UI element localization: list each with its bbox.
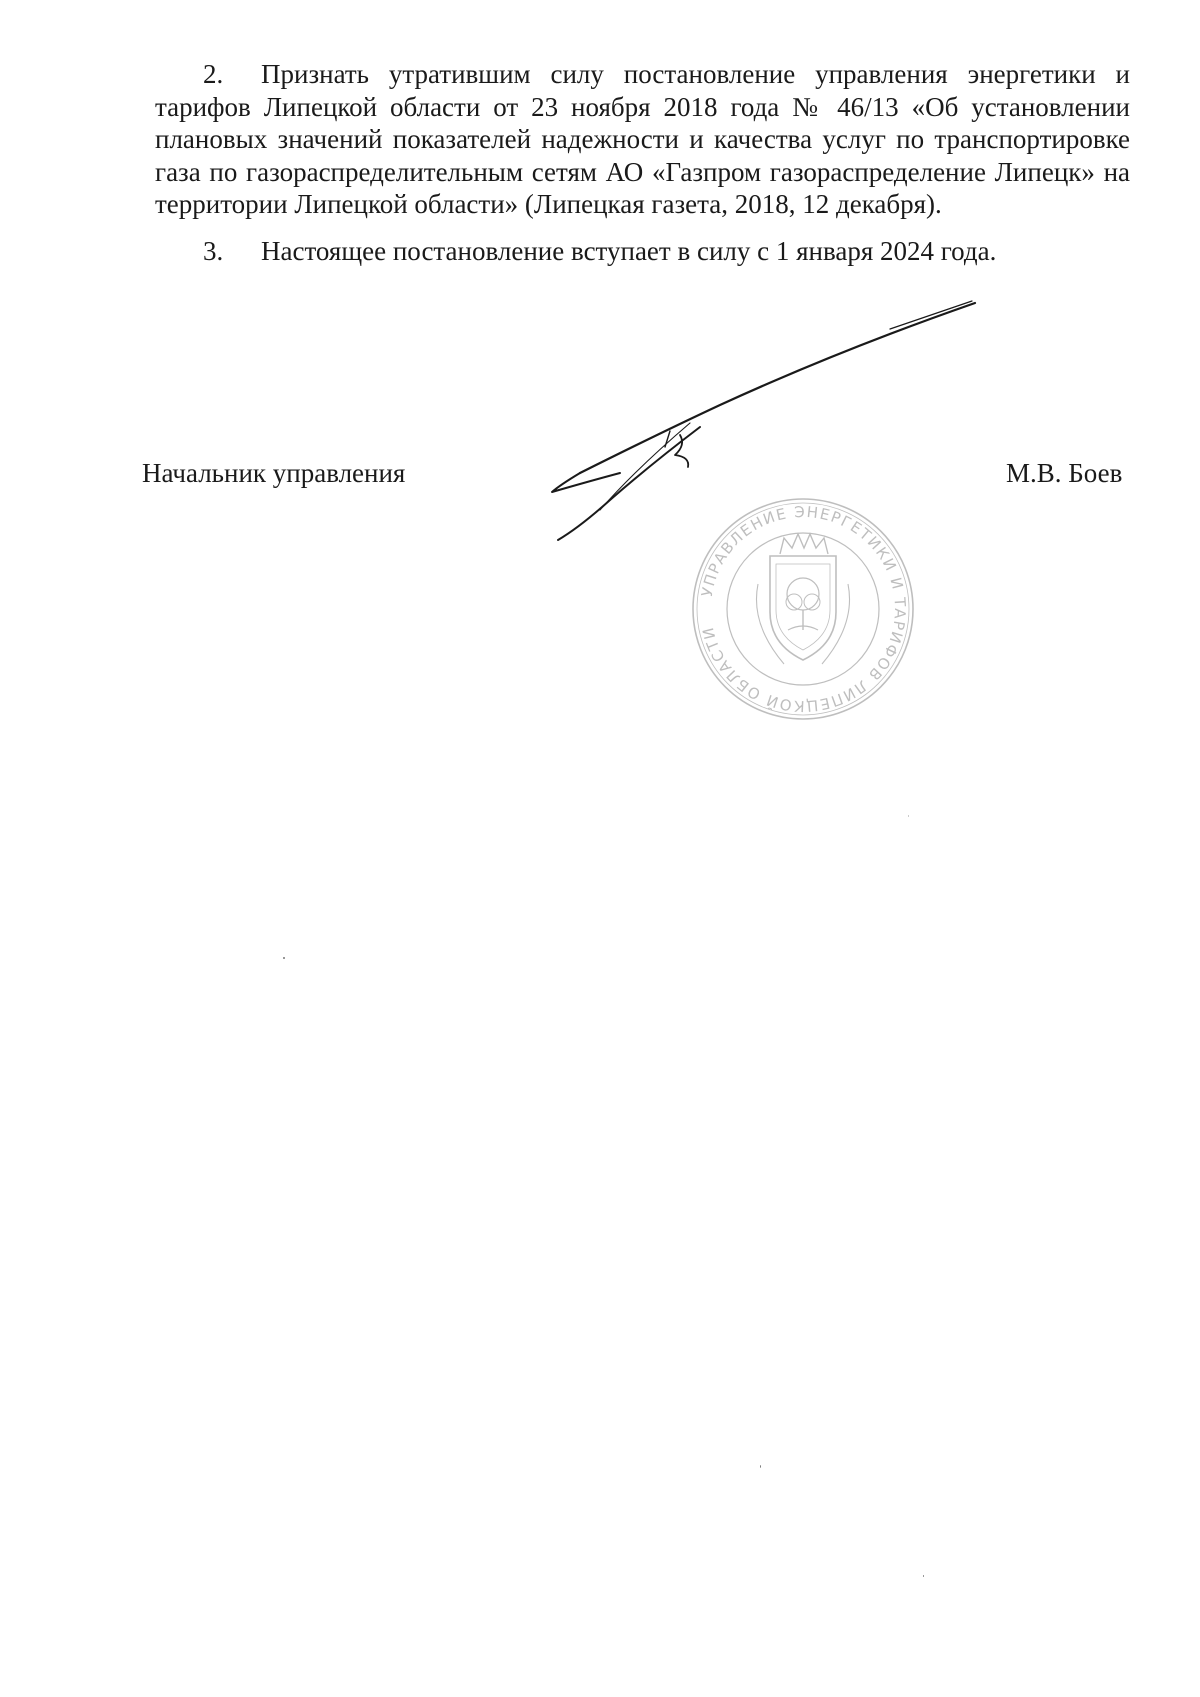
paragraph-2 xyxy=(155,58,1130,221)
signatory-position: Начальник управления xyxy=(142,458,406,488)
official-seal xyxy=(688,494,918,724)
scan-speck xyxy=(283,957,285,959)
paragraph-text: Настоящее постановление вступает в силу с 1 января 2024 года. xyxy=(261,235,997,266)
paragraph-text: Признать утратившим силу постановление управления энергетики и тарифов Липецкой области от 23 ноября 2018 года № 46/13 «Об установлении плановых значений показателей надежности и качества услуг по транспортировке газа по газораспределительным сетям АО «Газпром газораспределение Липецк» на территории Липецкой области» (Липецкая газета, 2018, 12 декабря). xyxy=(155,59,1130,219)
paragraph-number: 3. xyxy=(203,235,224,266)
scan-speck xyxy=(908,815,909,817)
scan-speck xyxy=(923,1575,924,1577)
seal-text: УПРАВЛЕНИЕ ЭНЕРГЕТИКИ И ТАРИФОВ ЛИПЕЦКОЙ ОБЛАСТИ xyxy=(697,502,910,716)
svg-text:УПРАВЛЕНИЕ ЭНЕРГЕТИКИ И ТАРИФО xyxy=(698,503,909,715)
signatory-name: М.В. Боев xyxy=(1006,458,1123,488)
document-body xyxy=(155,58,1130,267)
paragraph-number: 2. xyxy=(203,59,224,89)
scan-speck xyxy=(760,1465,761,1468)
paragraph-3 xyxy=(155,235,1130,268)
